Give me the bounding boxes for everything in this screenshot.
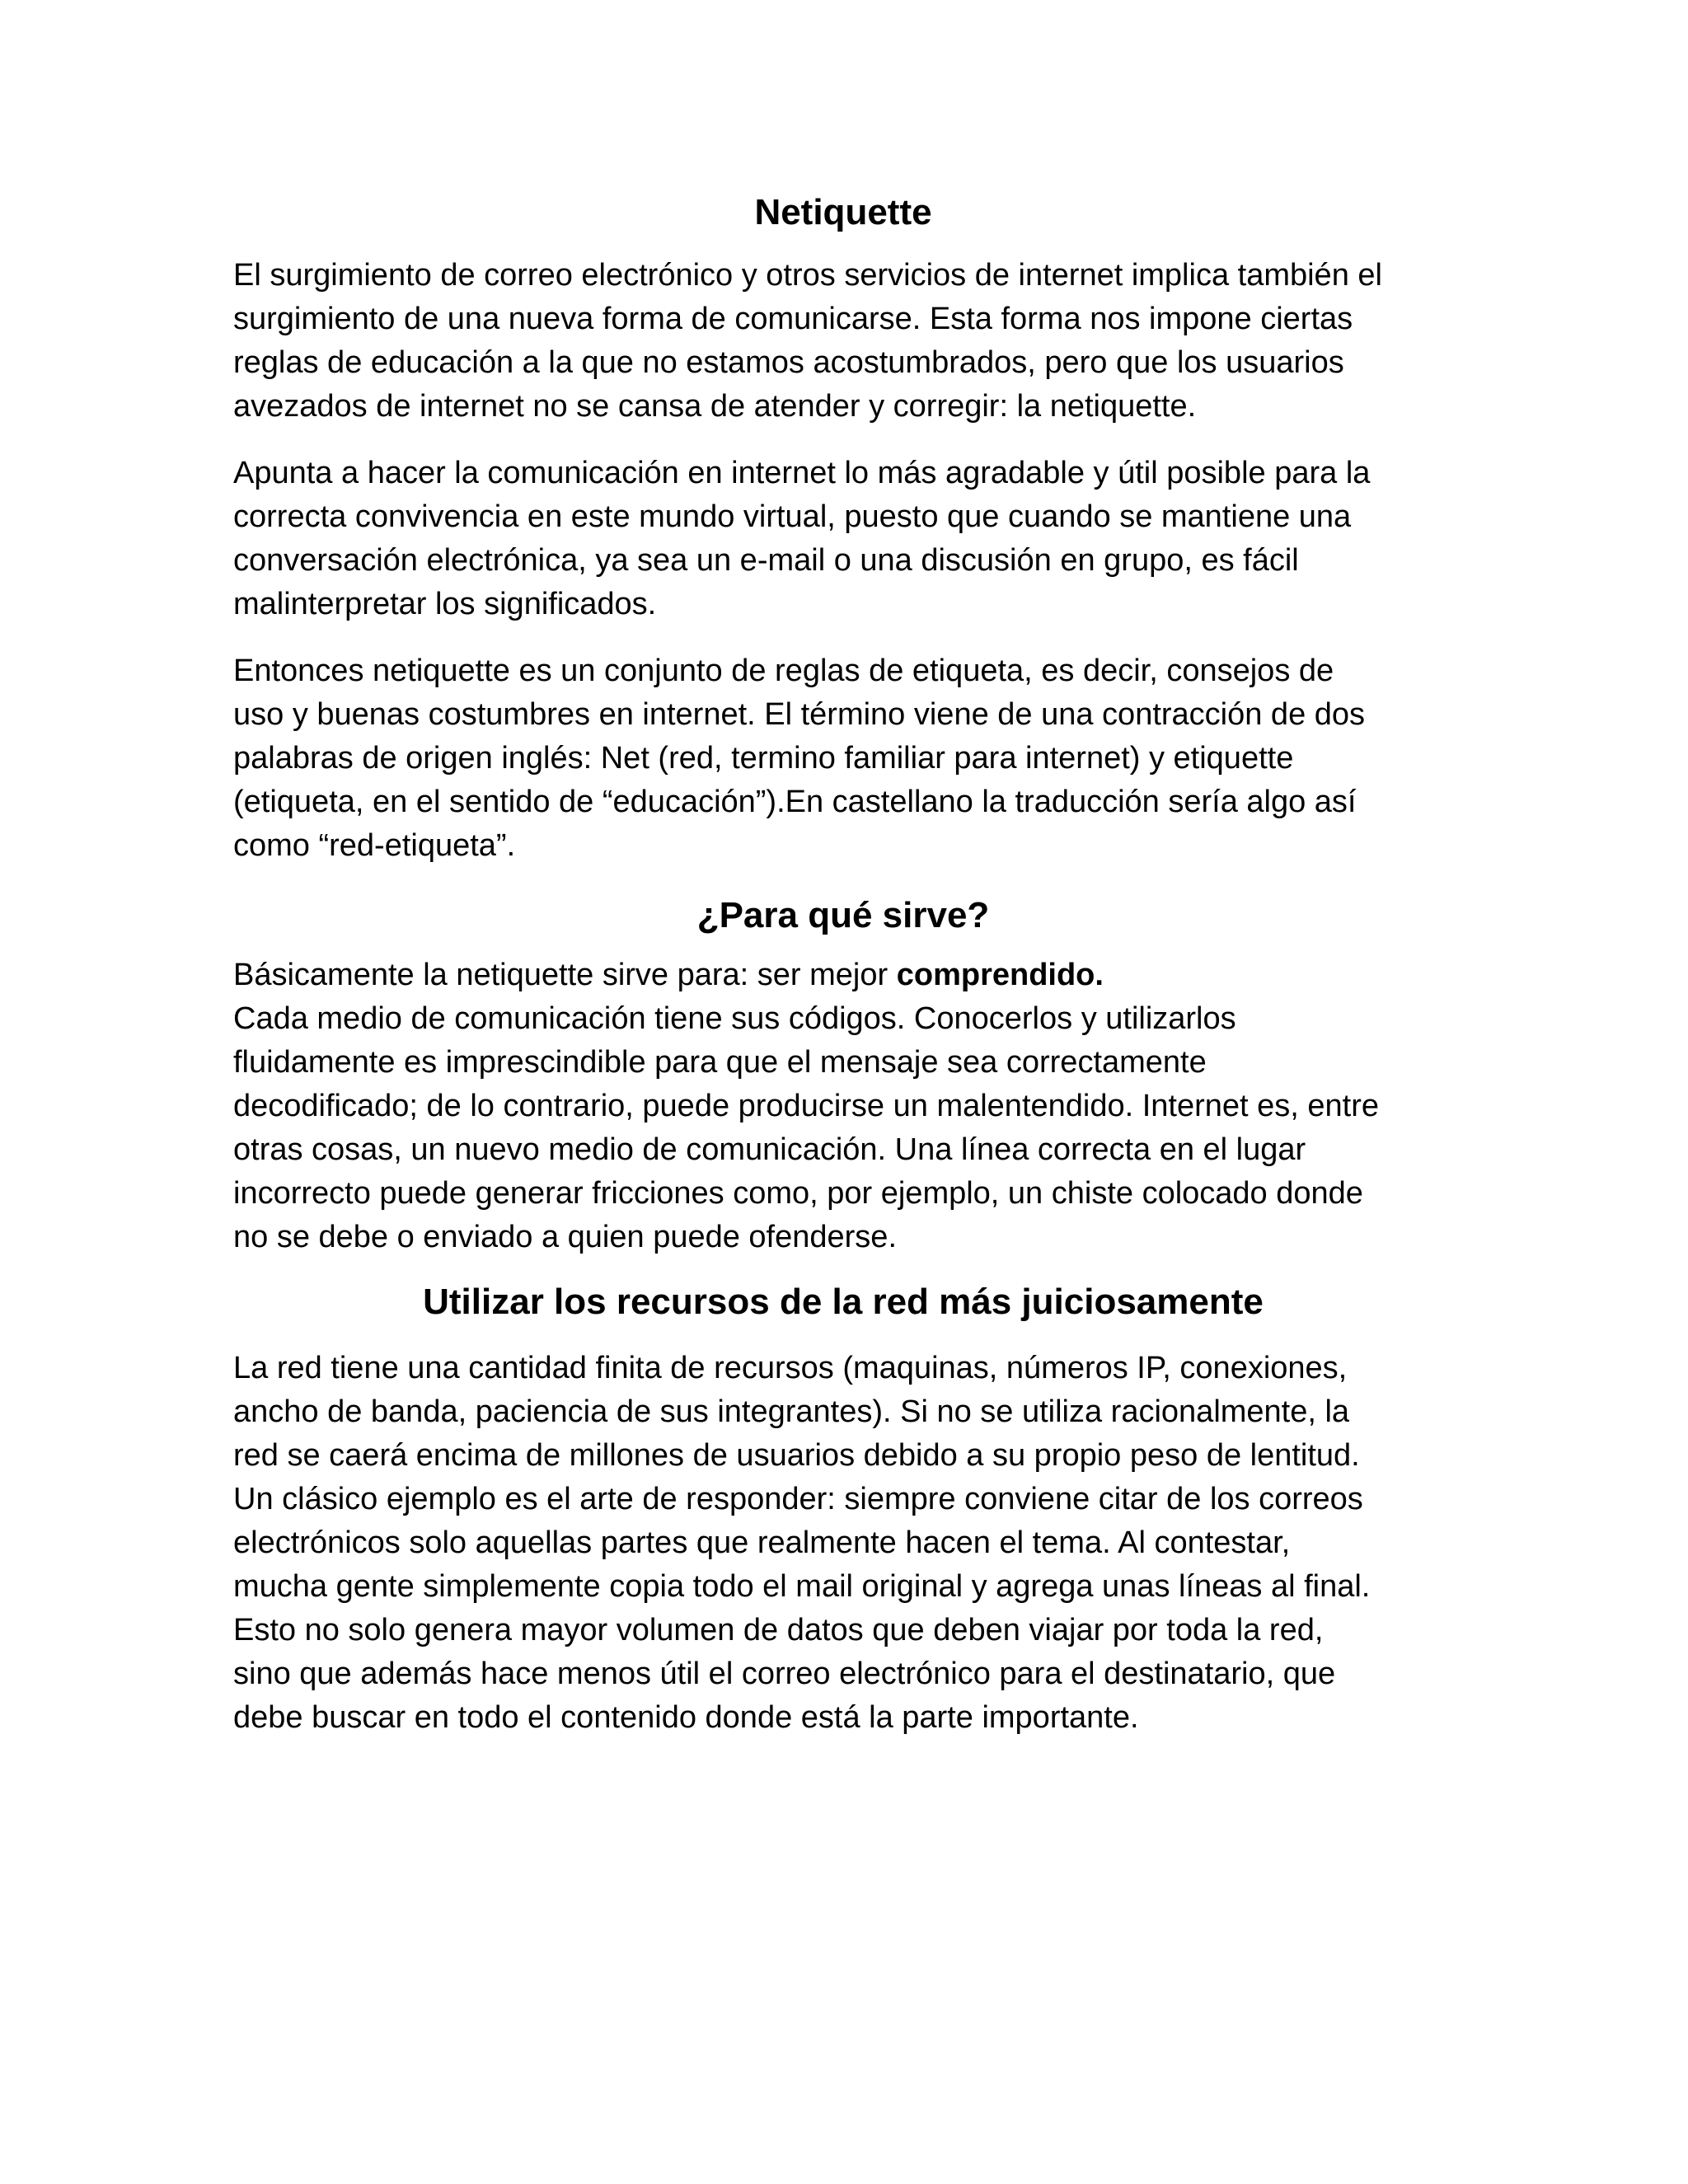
text-line: (etiqueta, en el sentido de “educación”).En castellano la traducción sería algo así	[233, 785, 1357, 819]
text-line: Esto no solo genera mayor volumen de datos que deben viajar por toda la red,	[233, 1613, 1324, 1647]
text-line: incorrecto puede generar fricciones como, por ejemplo, un chiste colocado donde	[233, 1176, 1363, 1211]
utilizar-recursos-paragraph	[233, 1347, 1453, 1740]
text-line: Cada medio de comunicación tiene sus códigos. Conocerlos y utilizarlos	[233, 1001, 1236, 1036]
intro-paragraph-2	[233, 452, 1453, 626]
text-line: Un clásico ejemplo es el arte de responder: siempre conviene citar de los correos	[233, 1482, 1363, 1516]
text-line: electrónicos solo aquellas partes que realmente hacen el tema. Al contestar,	[233, 1526, 1291, 1560]
text-line: ancho de banda, paciencia de sus integrantes). Si no se utiliza racionalmente, la	[233, 1394, 1350, 1429]
text-line: no se debe o enviado a quien puede ofenderse.	[233, 1220, 897, 1254]
text-line: malinterpretar los significados.	[233, 587, 657, 621]
text-line: La red tiene una cantidad finita de recursos (maquinas, números IP, conexiones,	[233, 1351, 1348, 1385]
text-line: correcta convivencia en este mundo virtual, puesto que cuando se mantiene una	[233, 499, 1352, 534]
page-title: Netiquette	[754, 192, 932, 232]
intro-paragraph-1	[233, 254, 1453, 429]
text-line: red se caerá encima de millones de usuarios debido a su propio peso de lentitud.	[233, 1438, 1360, 1473]
section-heading-utilizar-recursos: Utilizar los recursos de la red más juiciosamente	[423, 1282, 1264, 1322]
text-line: uso y buenas costumbres en internet. El término viene de una contracción de dos	[233, 697, 1366, 732]
lead-text: Básicamente la netiquette sirve para: ser mejor	[233, 958, 897, 992]
section-heading-para-que-sirve: ¿Para qué sirve?	[696, 895, 990, 935]
text-line: Entonces netiquette es un conjunto de reglas de etiqueta, es decir, consejos de	[233, 654, 1334, 688]
text-line: fluidamente es imprescindible para que el mensaje sea correctamente	[233, 1045, 1207, 1080]
text-line: mucha gente simplemente copia todo el mail original y agrega unas líneas al final.	[233, 1569, 1371, 1604]
lead-line	[233, 954, 1453, 997]
para-que-sirve-paragraph	[233, 954, 1453, 1259]
text-line: palabras de origen inglés: Net (red, termino familiar para internet) y etiquette	[233, 741, 1294, 776]
text-line: Apunta a hacer la comunicación en internet lo más agradable y útil posible para la	[233, 456, 1371, 490]
text-line: sino que además hace menos útil el correo electrónico para el destinatario, que	[233, 1657, 1336, 1691]
text-line: otras cosas, un nuevo medio de comunicación. Una línea correcta en el lugar	[233, 1132, 1306, 1167]
document-page	[233, 190, 1453, 1740]
text-line: debe buscar en todo el contenido donde está la parte importante.	[233, 1700, 1139, 1735]
text-line: decodificado; de lo contrario, puede producirse un malentendido. Internet es, entre	[233, 1089, 1380, 1123]
text-line: surgimiento de una nueva forma de comunicarse. Esta forma nos impone ciertas	[233, 302, 1353, 336]
text-line: como “red-etiqueta”.	[233, 828, 516, 863]
text-line: avezados de internet no se cansa de atender y corregir: la netiquette.	[233, 389, 1197, 424]
lead-bold-text: comprendido.	[896, 958, 1104, 992]
text-line: El surgimiento de correo electrónico y otros servicios de internet implica también el	[233, 258, 1382, 293]
text-line: reglas de educación a la que no estamos acostumbrados, pero que los usuarios	[233, 345, 1344, 380]
intro-paragraph-3	[233, 649, 1453, 868]
text-line: conversación electrónica, ya sea un e-mail o una discusión en grupo, es fácil	[233, 543, 1299, 578]
